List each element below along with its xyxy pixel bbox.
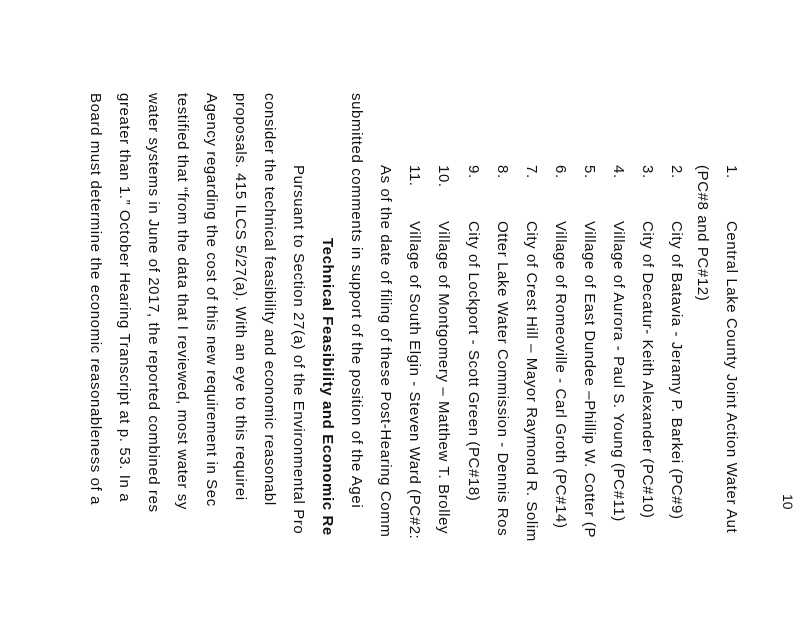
list-text: City of Batavia - Jeramy P. Barkei (PC#9)	[668, 221, 685, 520]
body-line: greater than 1.” October Hearing Transcript at p. 53. In a	[116, 93, 133, 503]
list-text: Village of Romeoville - Carl Groth (PC#14)	[552, 221, 569, 529]
list-item	[639, 165, 656, 518]
list-item	[581, 165, 598, 538]
list-item	[435, 165, 452, 534]
list-text: (PC#8 and PC#12)	[694, 165, 711, 302]
intro-line-2: submitted comments in support of the position of the Agei	[348, 93, 365, 509]
list-number: 9.	[465, 165, 482, 179]
list-number: 2.	[668, 165, 685, 179]
list-item	[494, 165, 511, 536]
list-item	[723, 165, 740, 533]
list-number: 5.	[581, 165, 598, 179]
rotated-page-content	[87, 0, 796, 618]
list-number: 7.	[523, 165, 540, 179]
list-item	[465, 165, 482, 501]
section-heading: Technical Feasibility and Economic Re	[319, 238, 336, 536]
list-text: Village of South Elgin - Steven Ward (PC#2:	[406, 221, 423, 540]
body-line: Pursuant to Section 27(a) of the Environmental Pro	[290, 165, 307, 535]
body-line: Agency regarding the cost of this new requirement in Sec	[203, 93, 220, 507]
list-number: 4.	[610, 165, 627, 179]
list-text: City of Crest Hill – Mayor Raymond R. Solim	[523, 221, 540, 542]
list-number: 1.	[723, 165, 740, 179]
list-item	[610, 165, 627, 522]
list-item	[694, 165, 711, 301]
list-text: Village of Aurora - Paul S. Young (PC#11)	[610, 221, 627, 522]
list-number: 3.	[639, 165, 656, 179]
body-line: testified that “from the data that I reviewed, most water sy	[174, 93, 191, 510]
list-text: Village of Montgomery – Matthew T. Brolley	[435, 221, 452, 535]
list-text: Central Lake County Joint Action Water Aut	[723, 221, 740, 534]
list-text: Village of East Dundee –Phillip W. Cotter (P	[581, 221, 598, 539]
body-line: proposals. 415 ILCS 5/27(a). With an eye to this requirei	[232, 93, 249, 501]
body-line: Board must determine the economic reasonableness of a	[87, 93, 104, 506]
list-item	[406, 165, 423, 539]
list-number: 11.	[406, 165, 423, 187]
list-text: City of Decatur- Keith Alexander (PC#10)	[639, 221, 656, 519]
page-number: 10	[780, 494, 796, 510]
list-item	[523, 165, 540, 542]
list-text: City of Lockport - Scott Green (PC#18)	[465, 221, 482, 502]
list-item	[552, 165, 569, 529]
intro-line-1: As of the date of filing of these Post-Hearing Comm	[377, 165, 394, 538]
list-number: 8.	[494, 165, 511, 179]
body-line: consider the technical feasibility and economic reasonabl	[261, 93, 278, 506]
body-line: water systems in June of 2017, the reported combined res	[145, 93, 162, 513]
list-text: Otter Lake Water Commission - Dennis Ros	[494, 221, 511, 537]
list-number: 6.	[552, 165, 569, 179]
list-number: 10.	[435, 165, 452, 188]
list-item	[668, 165, 685, 520]
